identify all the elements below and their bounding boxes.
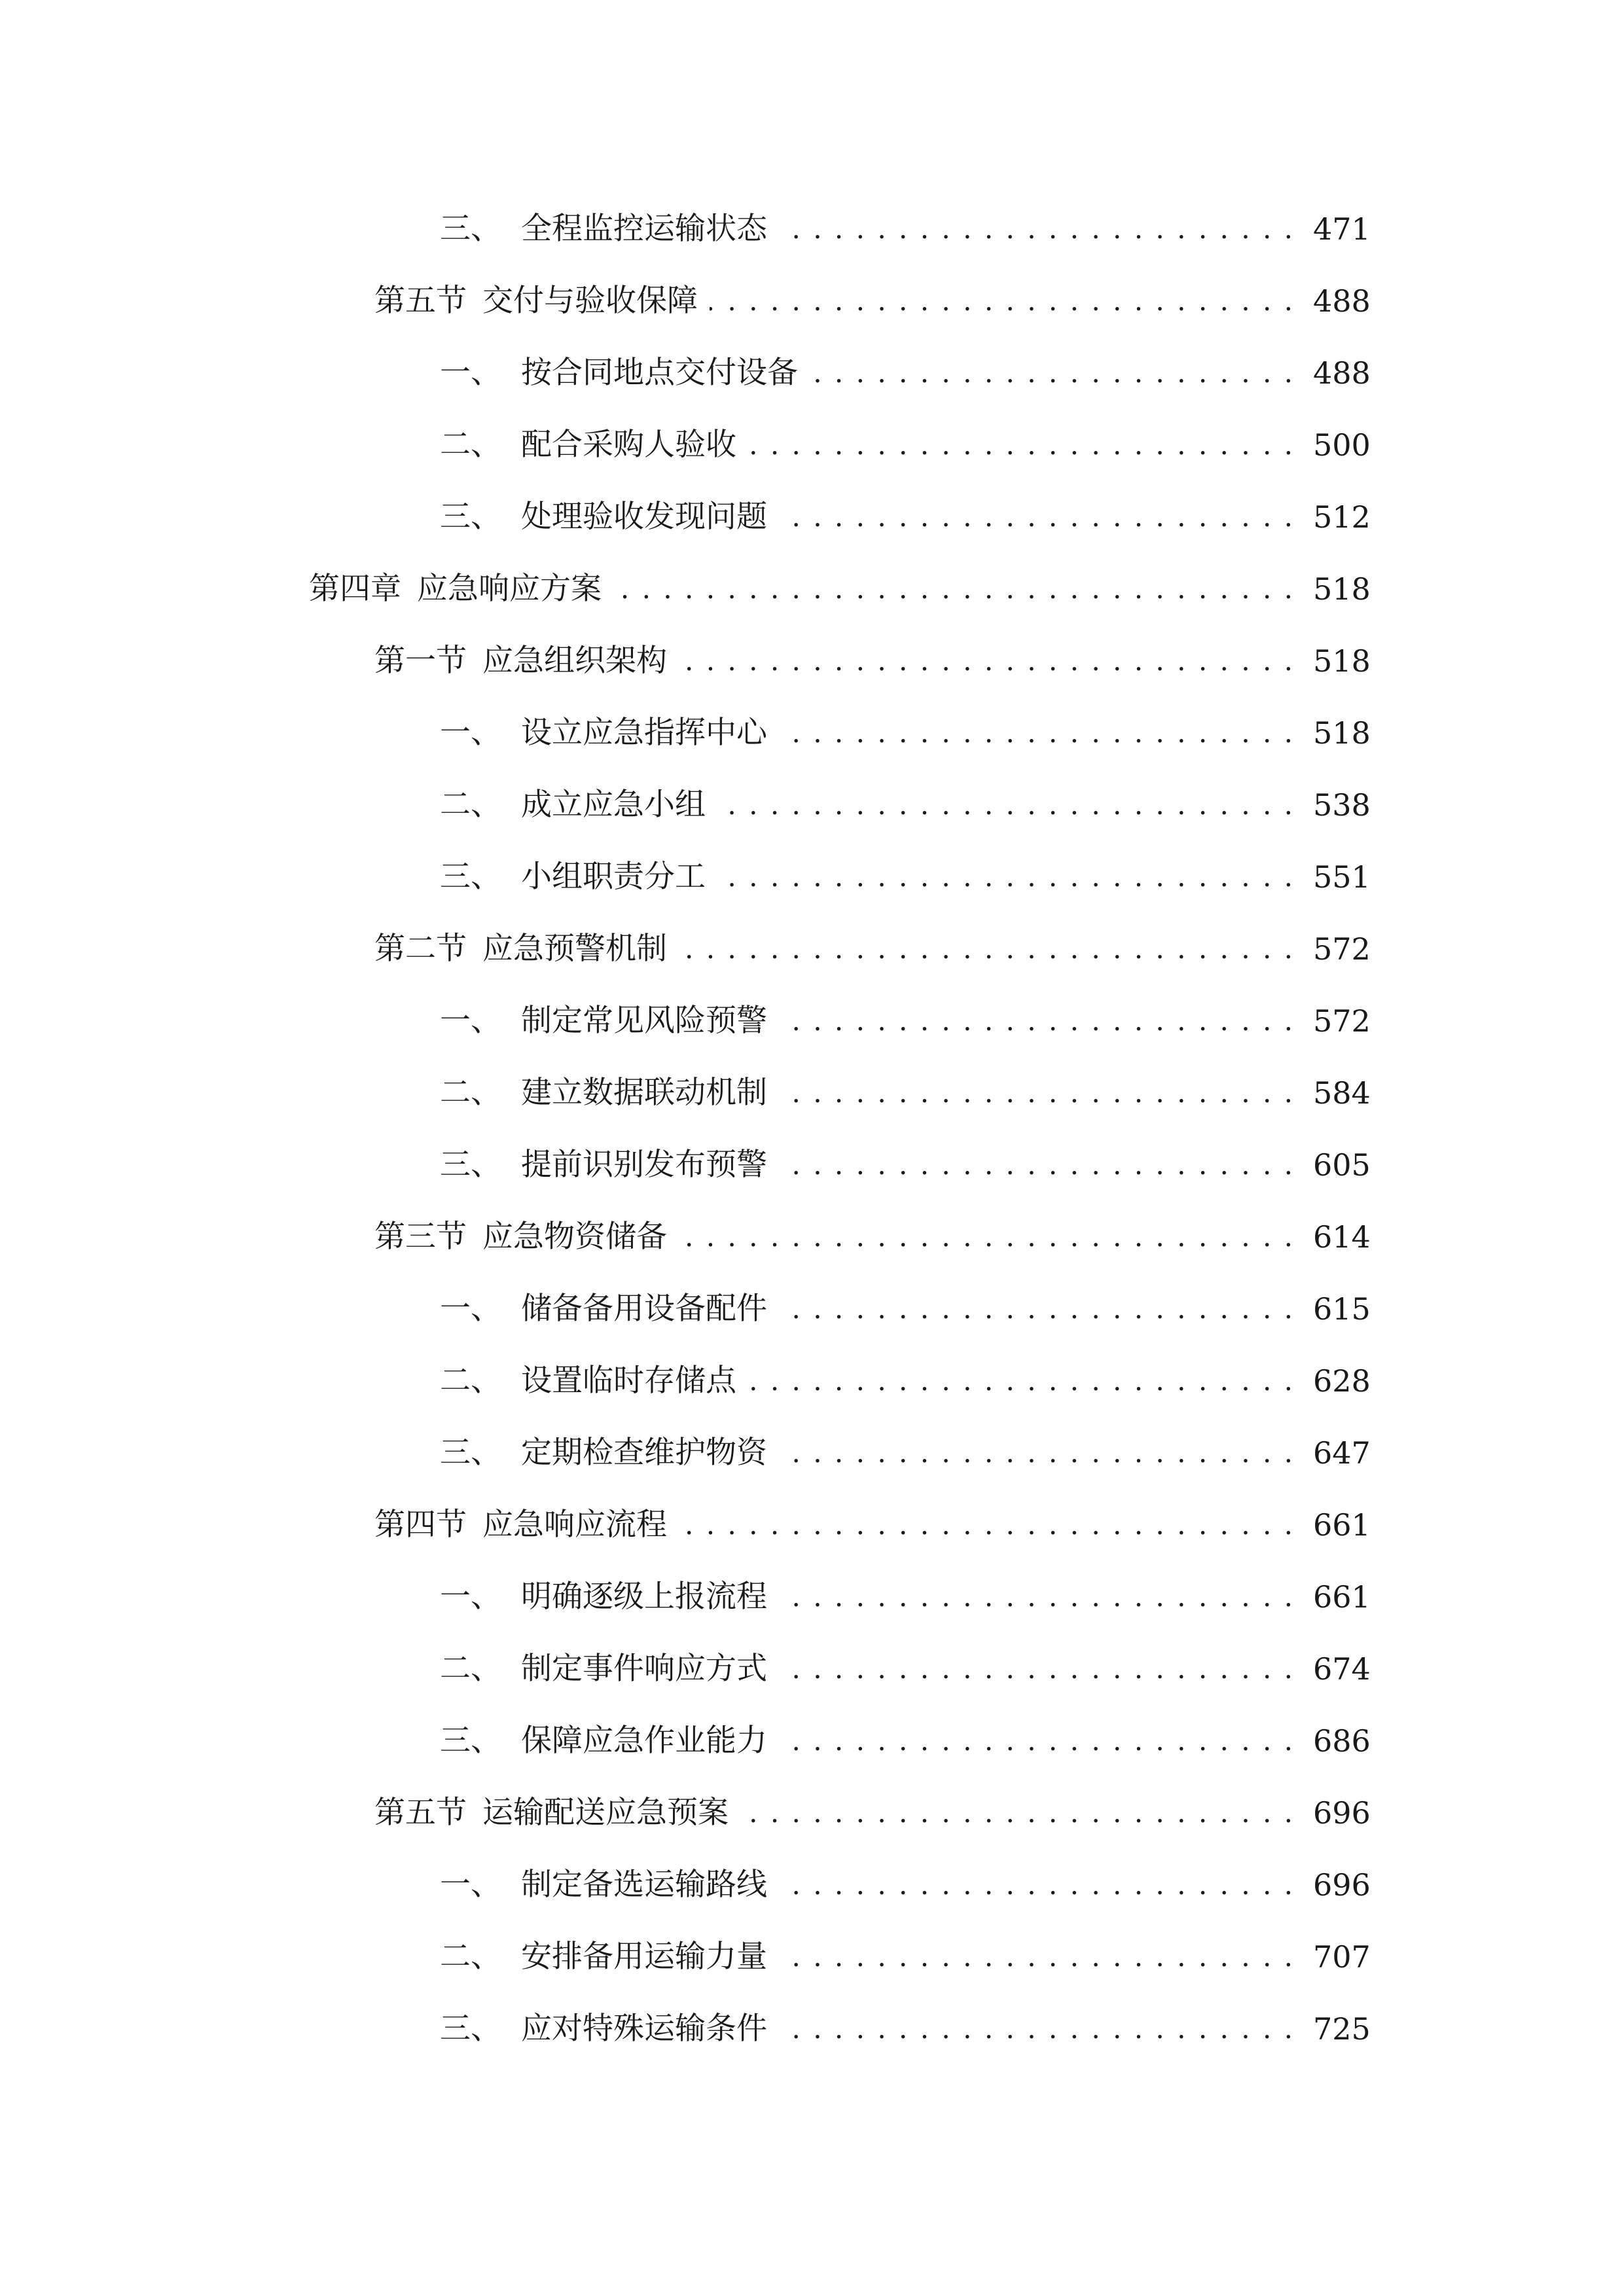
toc-page-number: 647 (1313, 1435, 1371, 1471)
toc-page-number: 674 (1313, 1651, 1371, 1687)
toc-entry-number: 三、 (440, 859, 501, 895)
toc-dot-leader (679, 1499, 1295, 1551)
toc-entry-number: 一、 (440, 715, 501, 751)
toc-entry-label (440, 995, 767, 1047)
toc-entry-label (374, 275, 698, 327)
toc-entry-label (440, 1283, 767, 1335)
toc-entry-number: 第二节 (374, 931, 467, 967)
toc-page-number: 584 (1313, 1075, 1371, 1111)
toc-entry-title: 处理验收发现问题 (521, 499, 767, 535)
toc-page-number: 512 (1313, 499, 1371, 535)
toc-page-number: 572 (1313, 1003, 1371, 1039)
toc-entry-number: 第五节 (374, 1795, 467, 1831)
toc-entry-label (374, 1787, 729, 1839)
toc-entry[interactable] (374, 635, 1371, 687)
toc-page-number: 488 (1313, 355, 1371, 391)
toc-entry[interactable] (440, 419, 1371, 471)
toc-dot-leader (779, 1931, 1295, 1983)
toc-entry-number: 三、 (440, 1723, 501, 1759)
toc-dot-leader (679, 1211, 1295, 1263)
toc-dot-leader (748, 1355, 1295, 1407)
toc-entry-title: 制定备选运输路线 (521, 1867, 767, 1903)
toc-page-number: 518 (1313, 571, 1371, 607)
toc-page-number: 518 (1313, 643, 1371, 679)
toc-entry-title: 建立数据联动机制 (521, 1075, 767, 1111)
toc-entry[interactable] (440, 1859, 1371, 1911)
toc-entry-label (440, 491, 767, 543)
toc-entry[interactable] (440, 1643, 1371, 1695)
toc-entry-number: 一、 (440, 355, 501, 391)
toc-entry-number: 二、 (440, 1363, 501, 1399)
toc-entry-title: 明确逐级上报流程 (521, 1579, 767, 1615)
toc-dot-leader (810, 347, 1295, 399)
toc-entry-title: 应急响应流程 (482, 1507, 667, 1543)
toc-entry-label (440, 851, 706, 903)
toc-dot-leader (779, 491, 1295, 543)
toc-entry-label (440, 779, 706, 831)
toc-entry-label (440, 1067, 767, 1119)
toc-dot-leader (779, 995, 1295, 1047)
toc-entry-label (440, 419, 736, 471)
toc-entry-number: 一、 (440, 1867, 501, 1903)
toc-page-number: 500 (1313, 427, 1371, 463)
toc-entry-title: 按合同地点交付设备 (521, 355, 798, 391)
toc-entry-number: 一、 (440, 1291, 501, 1327)
toc-entry-number: 第四章 (309, 571, 401, 607)
toc-page-number: 707 (1313, 1939, 1371, 1975)
toc-entry-label (309, 563, 602, 615)
toc-entry-title: 应急组织架构 (482, 643, 667, 679)
toc-entry-title: 应急预警机制 (482, 931, 667, 967)
toc-page-number: 572 (1313, 931, 1371, 967)
toc-entry[interactable] (440, 707, 1371, 759)
toc-entry[interactable] (440, 347, 1371, 399)
toc-entry-title: 设置临时存储点 (521, 1363, 736, 1399)
toc-entry[interactable] (309, 563, 1371, 615)
toc-page-number: 628 (1313, 1363, 1371, 1399)
toc-dot-leader (779, 1139, 1295, 1191)
toc-entry-label (374, 635, 667, 687)
toc-entry-number: 第一节 (374, 643, 467, 679)
toc-entry-number: 三、 (440, 499, 501, 535)
toc-entry-label (440, 203, 767, 255)
toc-page-number: 725 (1313, 2011, 1371, 2047)
toc-dot-leader (613, 563, 1295, 615)
toc-entry[interactable] (440, 1427, 1371, 1479)
toc-entry-title: 定期检查维护物资 (521, 1435, 767, 1471)
toc-entry-title: 设立应急指挥中心 (521, 715, 767, 751)
toc-page-number: 661 (1313, 1579, 1371, 1615)
toc-page-number: 614 (1313, 1219, 1371, 1255)
toc-dot-leader (779, 1571, 1295, 1623)
toc-entry[interactable] (374, 923, 1371, 975)
toc-entry-title: 保障应急作业能力 (521, 1723, 767, 1759)
toc-entry[interactable] (440, 491, 1371, 543)
toc-entry[interactable] (440, 1139, 1371, 1191)
toc-dot-leader (779, 1859, 1295, 1911)
toc-entry-number: 一、 (440, 1579, 501, 1615)
toc-entry-title: 运输配送应急预案 (482, 1795, 729, 1831)
toc-entry[interactable] (440, 203, 1371, 255)
toc-entry-label (440, 1139, 767, 1191)
toc-entry-label (440, 707, 767, 759)
toc-entry-title: 提前识别发布预警 (521, 1147, 767, 1183)
toc-entry[interactable] (440, 1355, 1371, 1407)
toc-entry-number: 三、 (440, 2011, 501, 2047)
toc-entry[interactable] (440, 851, 1371, 903)
toc-entry-number: 二、 (440, 1651, 501, 1687)
toc-entry-number: 二、 (440, 1939, 501, 1975)
toc-entry[interactable] (440, 995, 1371, 1047)
toc-page-number: 661 (1313, 1507, 1371, 1543)
toc-dot-leader (740, 1787, 1295, 1839)
toc-entry-title: 小组职责分工 (521, 859, 706, 895)
toc-entry-label (440, 347, 798, 399)
toc-entry-label (440, 1571, 767, 1623)
toc-entry[interactable] (440, 1067, 1371, 1119)
toc-dot-leader (748, 419, 1295, 471)
toc-dot-leader (679, 923, 1295, 975)
toc-page-number: 696 (1313, 1795, 1371, 1831)
toc-entry-number: 第四节 (374, 1507, 467, 1543)
toc-dot-leader (779, 203, 1295, 255)
toc-entry-title: 应急物资储备 (482, 1219, 667, 1255)
toc-entry-title: 交付与验收保障 (482, 283, 698, 319)
toc-entry-number: 二、 (440, 787, 501, 823)
toc-entry[interactable] (440, 2003, 1371, 2055)
toc-entry-label (440, 1355, 736, 1407)
toc-page-number: 696 (1313, 1867, 1371, 1903)
toc-page-number: 471 (1313, 211, 1371, 247)
toc-entry-title: 储备备用设备配件 (521, 1291, 767, 1327)
toc-entry-label (440, 1427, 767, 1479)
toc-entry[interactable] (374, 275, 1371, 327)
toc-page-number: 488 (1313, 283, 1371, 319)
toc-entry-title: 应急响应方案 (417, 571, 602, 607)
toc-entry-title: 制定常见风险预警 (521, 1003, 767, 1039)
toc-entry[interactable] (374, 1499, 1371, 1551)
toc-dot-leader (779, 1643, 1295, 1695)
toc-entry-number: 二、 (440, 427, 501, 463)
toc-entry-title: 全程监控运输状态 (521, 211, 767, 247)
toc-entry-number: 三、 (440, 1147, 501, 1183)
toc-entry-number: 三、 (440, 1435, 501, 1471)
toc-dot-leader (717, 779, 1295, 831)
toc-dot-leader (717, 851, 1295, 903)
toc-dot-leader (779, 1283, 1295, 1335)
toc-entry-title: 制定事件响应方式 (521, 1651, 767, 1687)
toc-entry[interactable] (374, 1211, 1371, 1263)
toc-entry-title: 配合采购人验收 (521, 427, 736, 463)
toc-page-number: 686 (1313, 1723, 1371, 1759)
toc-page-number: 538 (1313, 787, 1371, 823)
toc-page-number: 518 (1313, 715, 1371, 751)
toc-entry-label (440, 1715, 767, 1767)
toc-page-number: 551 (1313, 859, 1371, 895)
toc-dot-leader (779, 707, 1295, 759)
toc-page-number: 615 (1313, 1291, 1371, 1327)
toc-entry-label (440, 1931, 767, 1983)
toc-entry-number: 三、 (440, 211, 501, 247)
toc-dot-leader (779, 1067, 1295, 1119)
toc-entry[interactable] (440, 1931, 1371, 1983)
toc-entry-label (440, 1643, 767, 1695)
toc-entry-number: 第五节 (374, 283, 467, 319)
toc-dot-leader (710, 275, 1295, 327)
toc-entry-label (374, 923, 667, 975)
toc-entry-number: 第三节 (374, 1219, 467, 1255)
toc-dot-leader (779, 1715, 1295, 1767)
toc-entry[interactable] (440, 779, 1371, 831)
toc-dot-leader (779, 2003, 1295, 2055)
toc-entry-number: 一、 (440, 1003, 501, 1039)
toc-entry[interactable] (374, 1787, 1371, 1839)
toc-entry[interactable] (440, 1715, 1371, 1767)
toc-entry-label (440, 2003, 767, 2055)
toc-dot-leader (779, 1427, 1295, 1479)
toc-entry-title: 成立应急小组 (521, 787, 706, 823)
toc-entry-title: 安排备用运输力量 (521, 1939, 767, 1975)
toc-entry-label (374, 1499, 667, 1551)
toc-page-number: 605 (1313, 1147, 1371, 1183)
toc-entry-label (440, 1859, 767, 1911)
toc-entry-title: 应对特殊运输条件 (521, 2011, 767, 2047)
toc-entry[interactable] (440, 1571, 1371, 1623)
toc-entry-number: 二、 (440, 1075, 501, 1111)
toc-dot-leader (679, 635, 1295, 687)
toc-entry[interactable] (440, 1283, 1371, 1335)
toc-entry-label (374, 1211, 667, 1263)
